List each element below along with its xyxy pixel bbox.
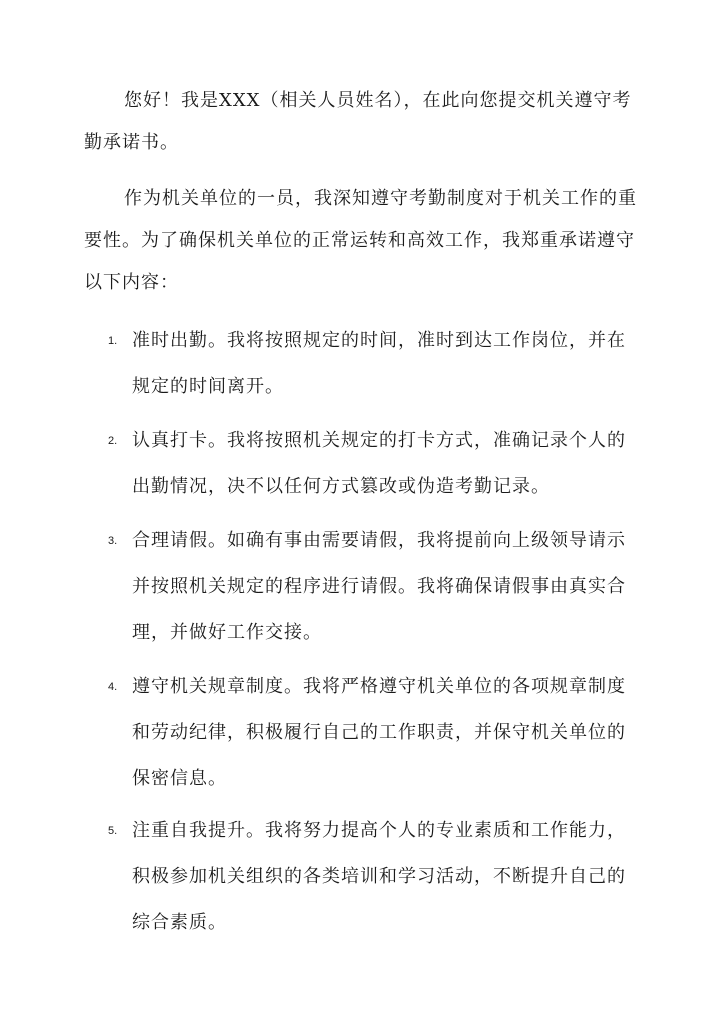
list-item-text: 认真打卡。我将按照机关规定的打卡方式，准确记录个人的出勤情况，决不以任何方式篡改或伪造考勤记录。: [132, 430, 626, 497]
greeting-paragraph: 您好！我是XXX（相关人员姓名），在此向您提交机关遵守考勤承诺书。: [84, 90, 632, 153]
list-item-text: 合理请假。如确有事由需要请假，我将提前向上级领导请示并按照机关规定的程序进行请假。我将确保请假事由真实合理，并做好工作交接。: [132, 530, 626, 643]
list-item-text: 准时出勤。我将按照规定的时间，准时到达工作岗位，并在规定的时间离开。: [132, 330, 626, 397]
list-number: 4.: [108, 681, 118, 693]
list-number: 5.: [108, 825, 118, 837]
list-number: 2.: [108, 435, 118, 447]
list-item-text: 注重自我提升。我将努力提高个人的专业素质和工作能力，积极参加机关组织的各类培训和学习活动，不断提升自己的综合素质。: [132, 820, 626, 933]
intro-paragraph: 作为机关单位的一员，我深知遵守考勤制度对于机关工作的重要性。为了确保机关单位的正常运转和高效工作，我郑重承诺遵守以下内容：: [84, 188, 637, 293]
list-number: 3.: [108, 535, 118, 547]
list-number: 1.: [108, 335, 118, 347]
list-item-text: 遵守机关规章制度。我将严格遵守机关单位的各项规章制度和劳动纪律，积极履行自己的工作职责，并保守机关单位的保密信息。: [132, 676, 626, 789]
